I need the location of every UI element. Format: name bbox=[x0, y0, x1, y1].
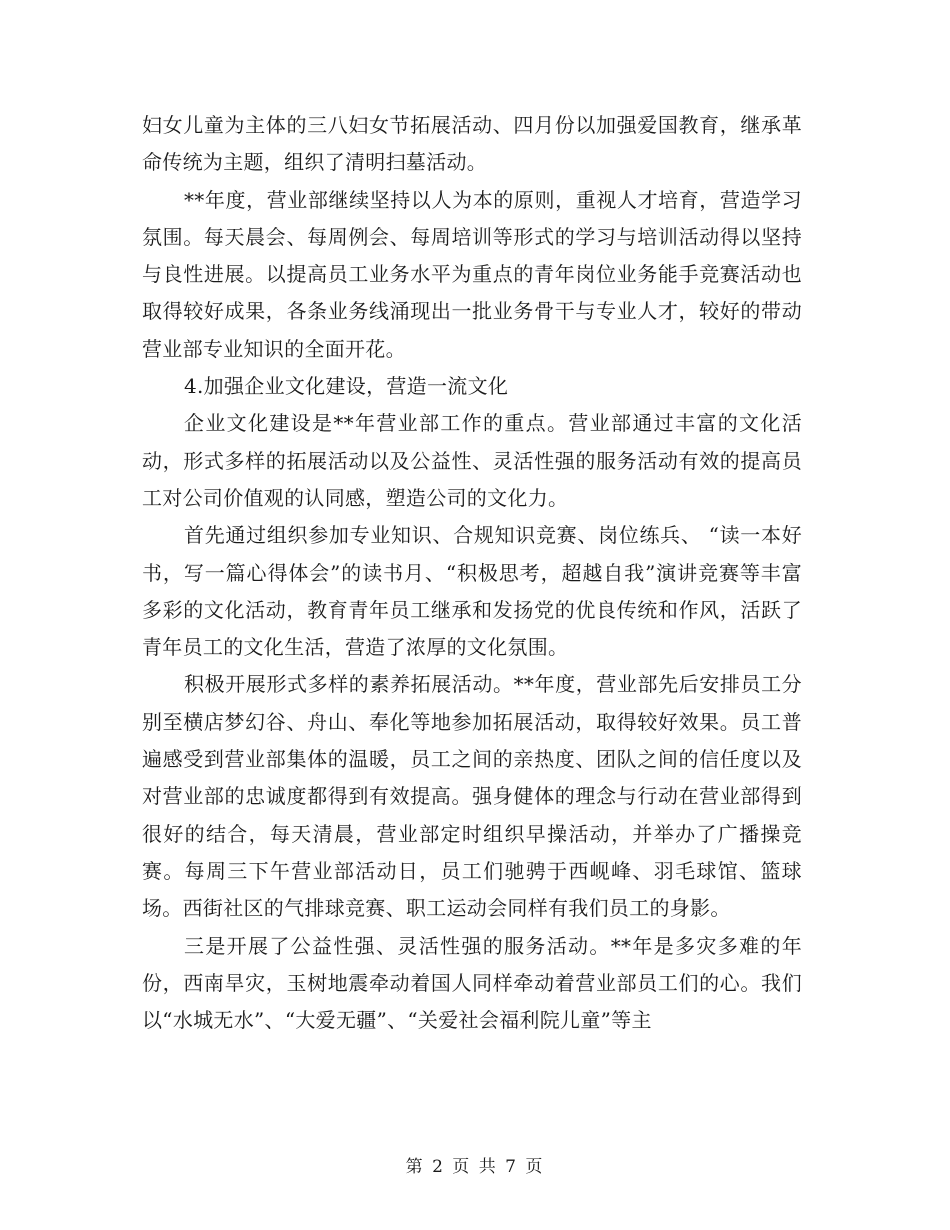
paragraph-corporate-culture: 企业文化建设是**年营业部工作的重点。营业部通过丰富的文化活动，形式多样的拓展活动以及公益性、灵活性强的服务活动有效的提高员工对公司价值观的认同感，塑造公司的文化力。 bbox=[142, 411, 802, 510]
paragraph-outreach-activities: 积极开展形式多样的素养拓展活动。**年度，营业部先后安排员工分别至横店梦幻谷、舟山、奉化等地参加拓展活动，取得较好效果。员工普遍感受到营业部集体的温暖，员工之间的亲热度、团队之间的信任度以及对营业部的忠诚度都得到有效提高。强身健体的理念与行动在营业部得到很好的结合，每天清晨，营业部定时组织早操活动，并举办了广播操竞赛。每周三下午营业部活动日，员工们驰骋于西岘峰、羽毛球馆、篮球场。西街社区的气排球竞赛、职工运动会同样有我们员工的身影。 bbox=[142, 672, 802, 921]
paragraph-continuation: 妇女儿童为主体的三八妇女节拓展活动、四月份以加强爱国教育，继承革命传统为主题，组织了清明扫墓活动。 bbox=[142, 113, 802, 175]
document-body bbox=[142, 107, 802, 1039]
paragraph-public-service: 三是开展了公益性强、灵活性强的服务活动。**年是多灾多难的年份，西南旱灾，玉树地震牵动着国人同样牵动着营业部员工们的心。我们以“水城无水”、“大爱无疆”、“关爱社会福利院儿童”等主 bbox=[142, 933, 802, 1033]
paragraph-talent-training: **年度，营业部继续坚持以人为本的原则，重视人才培育，营造学习氛围。每天晨会、每周例会、每周培训等形式的学习与培训活动得以坚持与良性进展。以提高员工业务水平为重点的青年岗位业务能手竞赛活动也取得较好成果，各条业务线涌现出一批业务骨干与专业人才，较好的带动营业部专业知识的全面开花。 bbox=[142, 187, 802, 361]
page-footer: 第 2 页 共 7 页 bbox=[405, 1157, 545, 1177]
paragraph-cultural-activities: 首先通过组织参加专业知识、合规知识竞赛、岗位练兵、 “读一本好书，写一篇心得体会”的读书月、“积极思考，超越自我”演讲竞赛等丰富多彩的文化活动，教育青年员工继承和发扬党的优良传统和作风，活跃了青年员工的文化生活，营造了浓厚的文化氛围。 bbox=[142, 523, 802, 660]
section-heading: 4.加强企业文化建设，营造一流文化 bbox=[184, 374, 509, 399]
